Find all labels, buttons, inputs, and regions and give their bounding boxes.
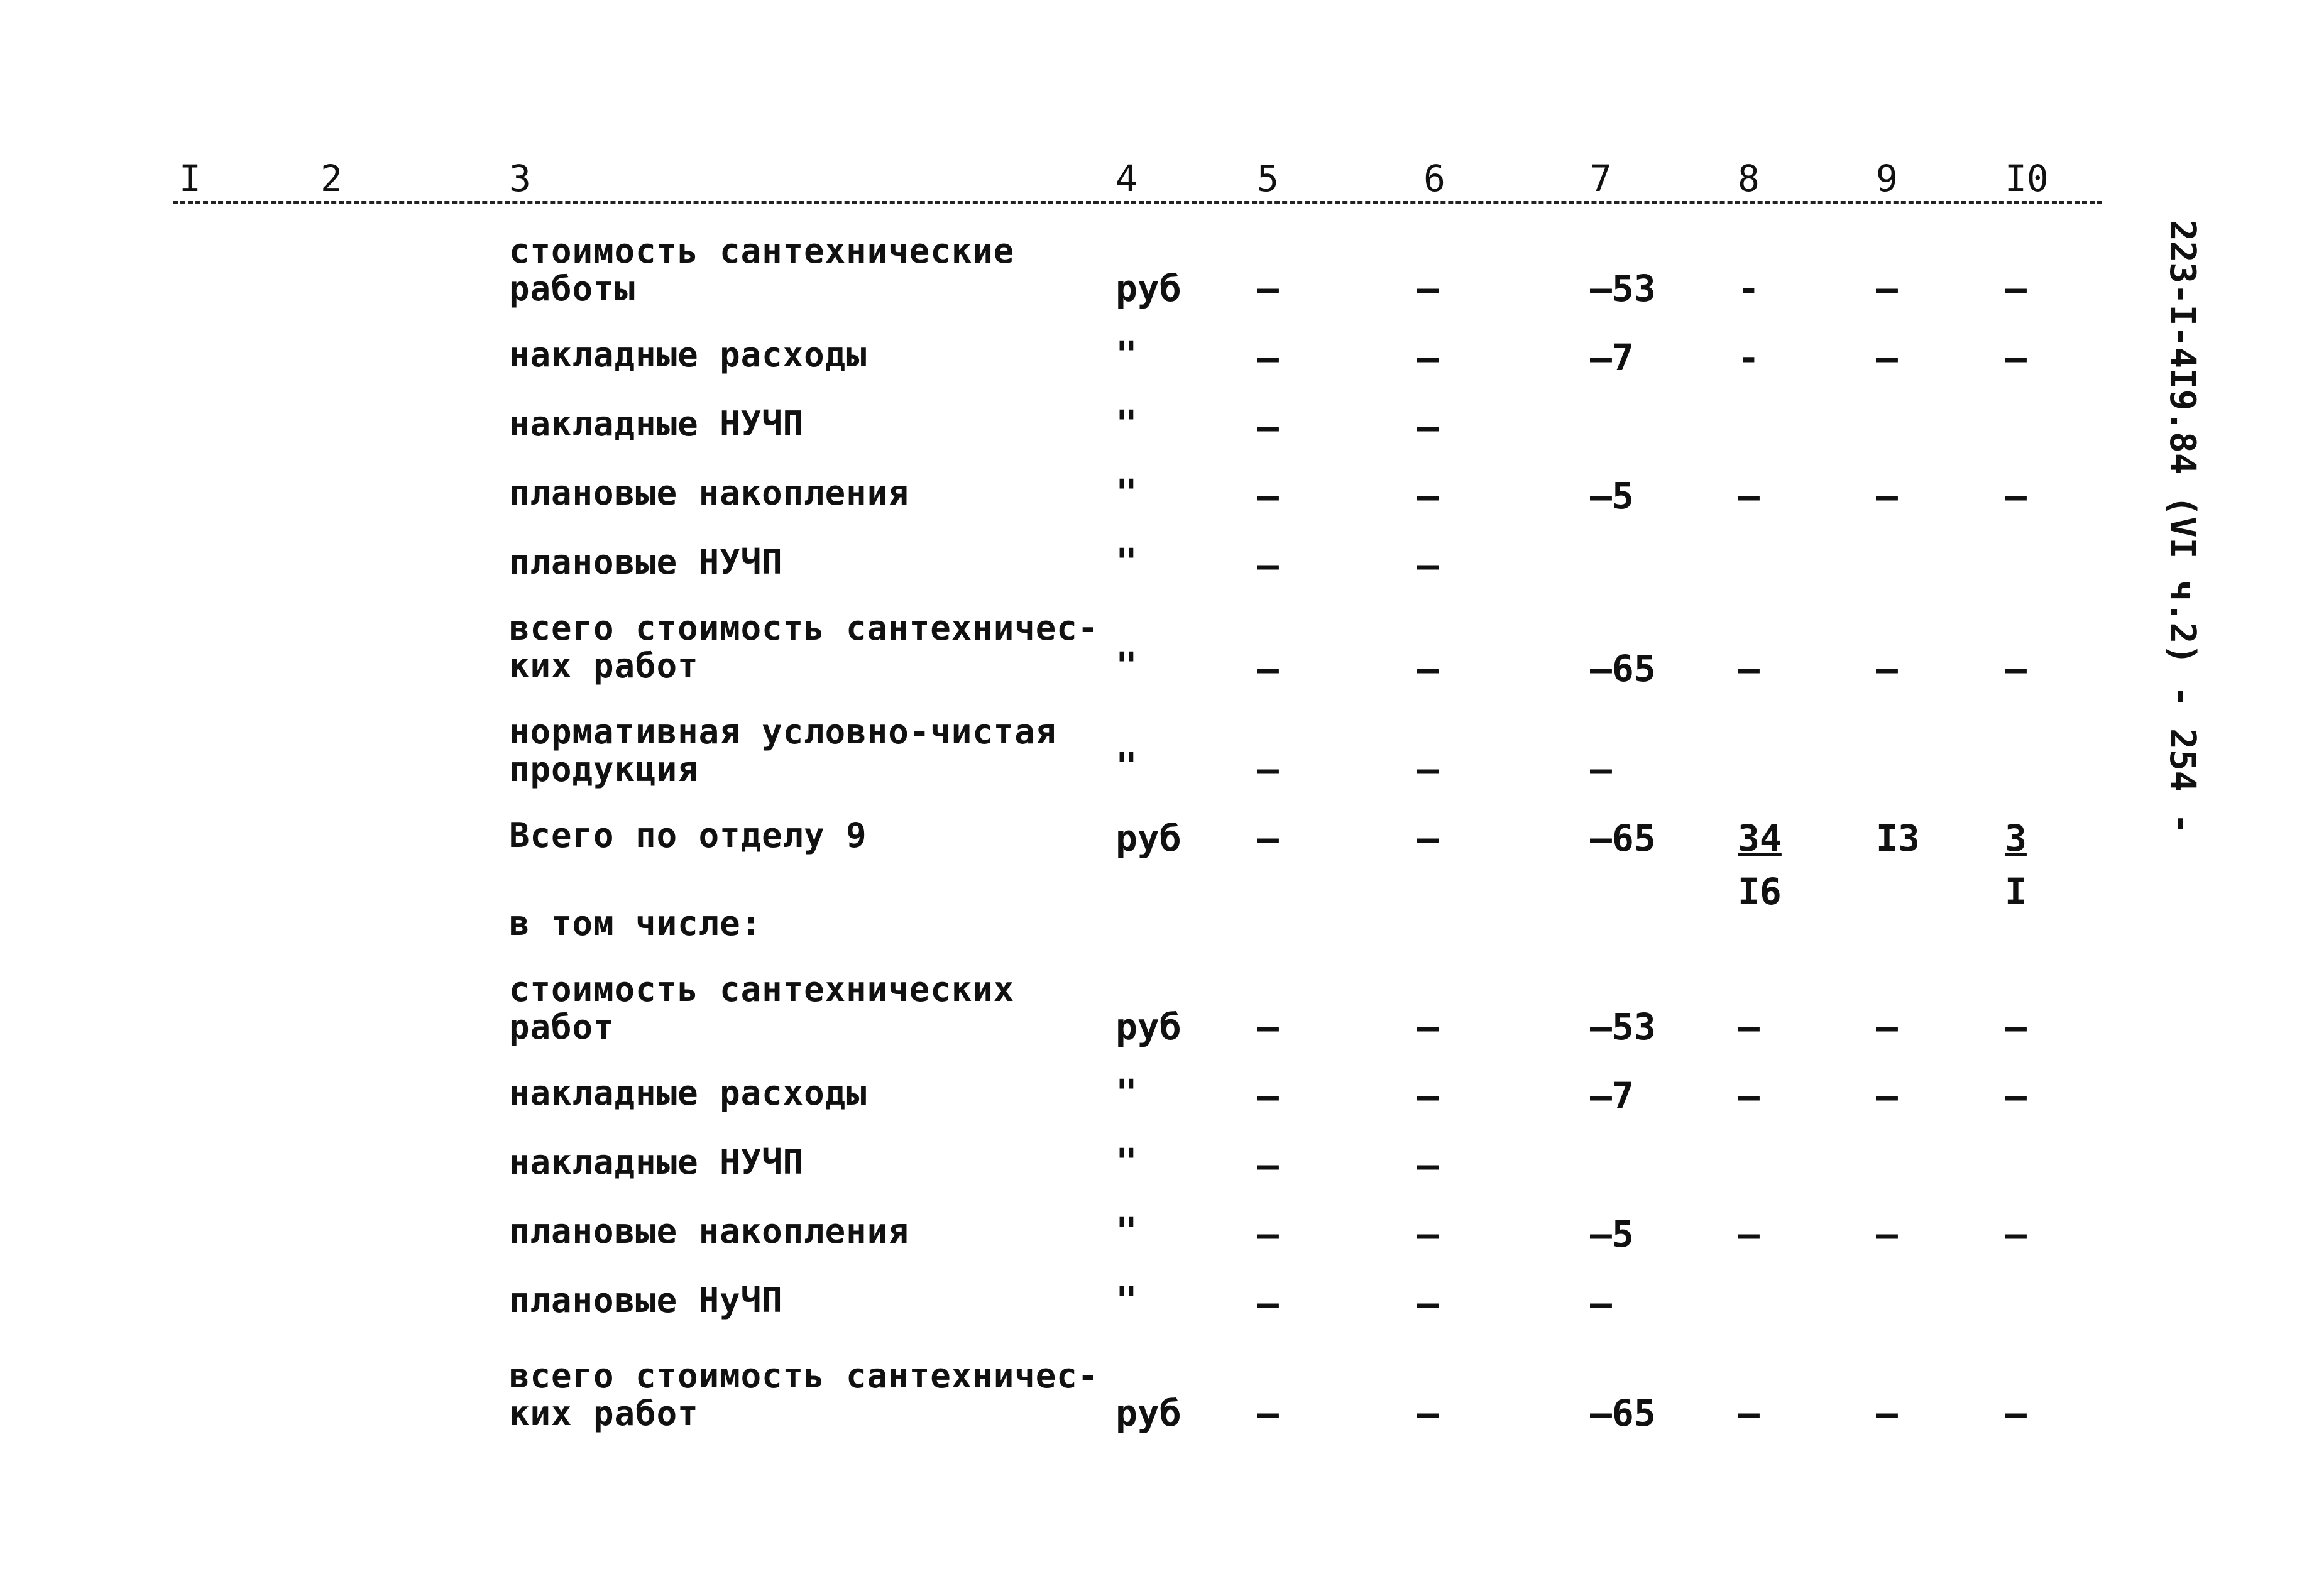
row-unit: " <box>1115 402 1137 445</box>
row-col9: – <box>1876 1005 1898 1048</box>
row-name: стоимость сантехнических работ <box>509 970 1015 1047</box>
row-col5: – <box>1257 748 1279 790</box>
header-col-10: I0 <box>2005 157 2049 200</box>
row-col7: –65 <box>1590 1392 1656 1435</box>
row-col7: – <box>1590 1282 1612 1325</box>
row-col6: – <box>1417 1392 1439 1435</box>
row-col9: – <box>1876 1213 1898 1255</box>
row-col10: – <box>2005 1392 2027 1435</box>
row-name: плановые накопления <box>509 473 909 513</box>
row-col5: – <box>1257 1282 1279 1325</box>
row-col7: –7 <box>1590 336 1634 379</box>
row-col9: – <box>1876 647 1898 690</box>
row-col6: – <box>1417 1213 1439 1255</box>
row-col5: – <box>1257 336 1279 379</box>
header-col-9: 9 <box>1876 157 1898 200</box>
row-col6: – <box>1417 817 1439 860</box>
row-col5: – <box>1257 1392 1279 1435</box>
row-col6: – <box>1417 647 1439 690</box>
row-col7: –65 <box>1590 647 1656 690</box>
row-unit: руб <box>1115 267 1181 310</box>
row-col10: 3 <box>2005 817 2027 860</box>
header-col-4: 4 <box>1115 157 1137 200</box>
row-col8: – <box>1738 1074 1760 1117</box>
row-name: плановые НуЧП <box>509 1281 783 1320</box>
row-col6: – <box>1417 267 1439 310</box>
row-unit: " <box>1115 540 1137 583</box>
row-col5: – <box>1257 1144 1279 1186</box>
row-col9: – <box>1876 474 1898 517</box>
header-col-5: 5 <box>1257 157 1279 200</box>
row-col9: – <box>1876 267 1898 310</box>
row-name: в том числе: <box>509 904 762 943</box>
row-name: накладные НУЧП <box>509 404 804 444</box>
row-col8: - <box>1738 267 1760 310</box>
row-unit: руб <box>1115 817 1181 860</box>
row-col8: – <box>1738 1005 1760 1048</box>
row-unit: " <box>1115 745 1137 787</box>
row-col8: 34 <box>1738 817 1782 860</box>
row-col8: – <box>1738 474 1760 517</box>
row-col7: –53 <box>1590 267 1656 310</box>
row-col6: – <box>1417 405 1439 448</box>
row-col7: –5 <box>1590 474 1634 517</box>
row-col10: – <box>2005 1074 2027 1117</box>
document-code-label: 223-I-4I9.84 (VI ч.2) - 254 - <box>2162 220 2203 834</box>
header-col-1: I <box>179 157 201 200</box>
row-col5: – <box>1257 544 1279 586</box>
row-unit: руб <box>1115 1005 1181 1048</box>
row-col5: – <box>1257 405 1279 448</box>
row-col5: – <box>1257 1213 1279 1255</box>
row-name: накладные НУЧП <box>509 1142 804 1182</box>
header-col-3: 3 <box>509 157 531 200</box>
row-col8: – <box>1738 1213 1760 1255</box>
row-col9: – <box>1876 1392 1898 1435</box>
row-col7: –5 <box>1590 1213 1634 1255</box>
row-col8: – <box>1738 1392 1760 1435</box>
row-name: всего стоимость сантехничес- ких работ <box>509 1356 1099 1433</box>
row-col7: – <box>1590 748 1612 790</box>
row-col10: – <box>2005 474 2027 517</box>
row-col6: – <box>1417 336 1439 379</box>
row-unit: руб <box>1115 1392 1181 1435</box>
row-name: Всего по отделу 9 <box>509 816 867 855</box>
row-col10: – <box>2005 1213 2027 1255</box>
row-col10-secondary: I <box>2005 870 2027 913</box>
row-col7: –65 <box>1590 817 1656 860</box>
row-col5: – <box>1257 474 1279 517</box>
row-col10: – <box>2005 647 2027 690</box>
row-col6: – <box>1417 544 1439 586</box>
row-unit: " <box>1115 471 1137 514</box>
row-unit: " <box>1115 333 1137 376</box>
row-name: нормативная условно-чистая продукция <box>509 712 1057 789</box>
row-unit: " <box>1115 1071 1137 1114</box>
row-name: накладные расходы <box>509 335 867 374</box>
row-col6: – <box>1417 1282 1439 1325</box>
row-name: стоимость сантехнические работы <box>509 231 1015 309</box>
row-col6: – <box>1417 1005 1439 1048</box>
row-col5: – <box>1257 1005 1279 1048</box>
row-col7: –53 <box>1590 1005 1656 1048</box>
row-col5: – <box>1257 267 1279 310</box>
row-col6: – <box>1417 1144 1439 1186</box>
row-col5: – <box>1257 1074 1279 1117</box>
row-col6: – <box>1417 748 1439 790</box>
row-col6: – <box>1417 1074 1439 1117</box>
row-col7: –7 <box>1590 1074 1634 1117</box>
header-col-8: 8 <box>1738 157 1760 200</box>
row-col8-secondary: I6 <box>1738 870 1782 913</box>
row-name: накладные расходы <box>509 1073 867 1113</box>
header-rule <box>173 201 2102 204</box>
row-col9: – <box>1876 1074 1898 1117</box>
row-col10: – <box>2005 1005 2027 1048</box>
row-col9: – <box>1876 336 1898 379</box>
row-col8: - <box>1738 336 1760 379</box>
row-col10: – <box>2005 267 2027 310</box>
row-col5: – <box>1257 817 1279 860</box>
row-unit: " <box>1115 1140 1137 1183</box>
row-col6: – <box>1417 474 1439 517</box>
row-col8: – <box>1738 647 1760 690</box>
row-col5: – <box>1257 647 1279 690</box>
row-unit: " <box>1115 1279 1137 1321</box>
row-col9: I3 <box>1876 817 1920 860</box>
row-unit: " <box>1115 1210 1137 1252</box>
row-name: плановые НУЧП <box>509 542 783 582</box>
header-col-6: 6 <box>1423 157 1445 200</box>
row-name: плановые накопления <box>509 1211 909 1251</box>
header-col-7: 7 <box>1590 157 1612 200</box>
row-name: всего стоимость сантехничес- ких работ <box>509 608 1099 686</box>
header-col-2: 2 <box>321 157 343 200</box>
row-col10: – <box>2005 336 2027 379</box>
row-unit: " <box>1115 644 1137 687</box>
